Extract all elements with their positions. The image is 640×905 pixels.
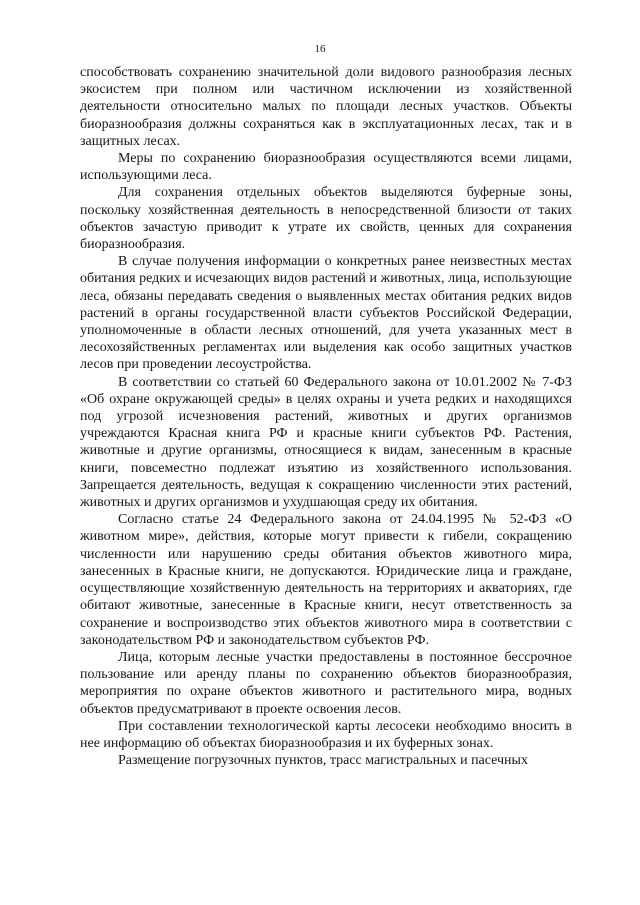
paragraph: Меры по сохранению биоразнообразия осуществляются всеми лицами, использующими леса. [80, 151, 572, 184]
paragraph: Для сохранения отдельных объектов выделяются буферные зоны, поскольку хозяйственная деятельность в непосредственной близости от таких объектов зачастую приводит к утрате их свойств, ценных для сохранения биоразнообразия. [80, 185, 572, 253]
page-number: 16 [314, 43, 326, 55]
paragraph: В соответствии со статьей 60 Федерального закона от 10.01.2002 № 7-ФЗ «Об охране окружающей среды» в целях охраны и учета редких и находящихся под угрозой исчезновения растений, животных и других организмов учреждаются Красная книга РФ и красные книги субъектов РФ. Растения, животные и другие организмы, относящиеся к видам, занесенным в красные книги, повсеместно подлежат изъятию из хозяйственного использования. Запрещается деятельность, ведущая к сокращению численности этих растений, животных и других организмов и ухудшающая среду их обитания. [80, 374, 572, 511]
paragraph: Размещение погрузочных пунктов, трасс магистральных и пасечных [118, 753, 528, 769]
paragraph: Лица, которым лесные участки предоставлены в постоянное бессрочное пользование или аренду планы по сохранению объектов биоразнообразия, мероприятия по охране объектов животного и растительного мира, водных объектов предусматривают в проекте освоения лесов. [80, 649, 572, 717]
paragraph: В случае получения информации о конкретных ранее неизвестных местах обитания редких и исчезающих видов растений и животных, лица, использующие леса, обязаны передавать сведения о выявленных местах обитания редких видов растений в органы государственной власти субъектов Российской Федерации, уполномоченные в области лесных отношений, для учета указанных мест в лесохозяйственных регламентах или выделения как особо защитных участков лесов при проведении лесоустройства. [80, 254, 572, 373]
paragraph: Согласно статье 24 Федерального закона от 24.04.1995 № 52-ФЗ «О животном мире», действия, которые могут привести к гибели, сокращению численности или нарушению среды обитания объектов животного мира, занесенных в Красные книги, не допускаются. Юридические лица и граждане, осуществляющие хозяйственную деятельность на территориях и акваториях, где обитают животные, занесенные в Красные книги, несут ответственность за сохранение и воспроизводство этих объектов животного мира в соответствии с законодательством РФ и законодательством субъектов РФ. [80, 512, 572, 648]
page-body [80, 64, 572, 769]
paragraph: способствовать сохранению значительной доли видового разнообразия лесных экосистем при полном или частичном исключении из хозяйственной деятельности относительно малых по площади лесных участков. Объекты биоразнообразия должны сохраняться как в эксплуатационных лесах, так и в защитных лесах. [80, 65, 572, 149]
paragraph: При составлении технологической карты лесосеки необходимо вносить в нее информацию об объектах биоразнообразия и их буферных зонах. [80, 718, 572, 751]
